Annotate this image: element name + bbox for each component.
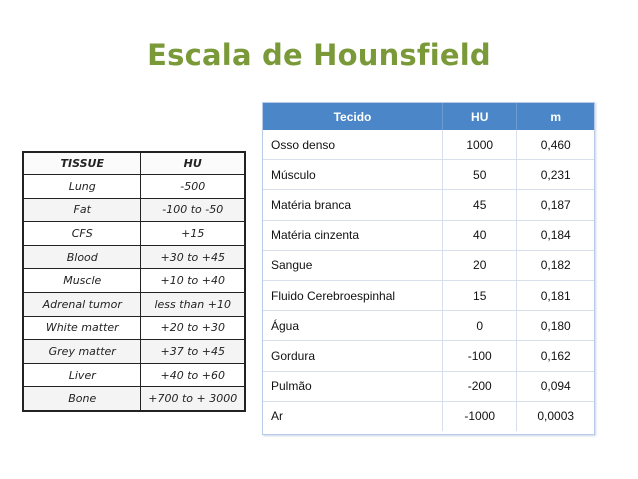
hu-cell: -100 [442,341,516,371]
tecido-cell: Sangue [263,250,442,280]
table-row [23,387,245,411]
table-row [263,401,594,431]
tecido-cell: Osso denso [263,130,442,160]
column-header-tecido: Tecido [263,103,442,130]
m-cell: 0,184 [517,220,594,250]
table-row [263,160,594,190]
hu-cell: 50 [442,160,516,190]
hu-cell: -200 [442,371,516,401]
hu-cell: +15 [141,222,245,246]
table-row [23,292,245,316]
m-cell: 0,162 [517,341,594,371]
tissue-cell: CFS [23,222,141,246]
table-row [23,245,245,269]
tissue-cell: Bone [23,387,141,411]
tissue-hu-table-english [22,151,246,412]
tissue-cell: Fat [23,198,141,222]
hu-cell: 15 [442,280,516,310]
tissue-cell: Grey matter [23,340,141,364]
m-cell: 0,0003 [537,409,575,424]
hu-cell: 20 [442,250,516,280]
tissue-cell: White matter [23,316,141,340]
tecido-cell: Ar [263,401,442,431]
m-cell: 0,460 [517,130,594,160]
column-header-hu: HU [141,152,245,175]
hu-cell: -500 [141,175,245,199]
table-row [23,222,245,246]
table-row [263,341,594,371]
hu-cell: -1000 [442,401,516,431]
tecido-cell: Matéria branca [263,190,442,220]
column-header-tissue: TISSUE [23,152,141,175]
hu-cell: +20 to +30 [141,316,245,340]
tecido-cell: Pulmão [263,371,442,401]
table-row [23,340,245,364]
table-row [263,250,594,280]
hu-cell: 0 [442,311,516,341]
table-row [23,316,245,340]
tecido-cell: Matéria cinzenta [263,220,442,250]
column-header-hu: HU [442,103,516,130]
tecido-cell: Músculo [263,160,442,190]
tecido-cell: Gordura [263,341,442,371]
tissue-cell: Blood [23,245,141,269]
tecido-hu-table-container [262,102,595,435]
m-cell: 0,094 [517,371,594,401]
tissue-cell: Liver [23,363,141,387]
m-cell: 0,181 [517,280,594,310]
hu-cell: 40 [442,220,516,250]
table-row [263,280,594,310]
tissue-cell: Adrenal tumor [23,292,141,316]
table-row [23,198,245,222]
table-row [23,363,245,387]
hu-cell: +700 to + 3000 [141,387,245,411]
hu-cell: -100 to -50 [141,198,245,222]
m-cell: 0,187 [517,190,594,220]
tissue-cell: Muscle [23,269,141,293]
m-cell: 0,180 [517,311,594,341]
hu-cell: +37 to +45 [141,340,245,364]
table-row [23,175,245,199]
table-header-row [263,103,594,130]
tissue-cell: Lung [23,175,141,199]
tecido-hu-table-portuguese [263,103,594,431]
tecido-cell: Água [263,311,442,341]
table-row [263,220,594,250]
column-header-m: m [517,103,594,130]
table-row [23,269,245,293]
table-row [263,371,594,401]
hu-cell: +10 to +40 [141,269,245,293]
hu-cell: 45 [442,190,516,220]
table-row [263,311,594,341]
table-row [263,130,594,160]
m-cell: 0,182 [517,250,594,280]
hu-cell: +40 to +60 [141,363,245,387]
hu-cell: +30 to +45 [141,245,245,269]
hu-cell: 1000 [442,130,516,160]
table-row [263,190,594,220]
slide-title: Escala de Hounsfield [147,38,491,72]
tecido-cell: Fluido Cerebroespinhal [263,280,442,310]
hu-cell: less than +10 [141,292,245,316]
m-cell: 0,231 [517,160,594,190]
table-header-row [23,152,245,175]
